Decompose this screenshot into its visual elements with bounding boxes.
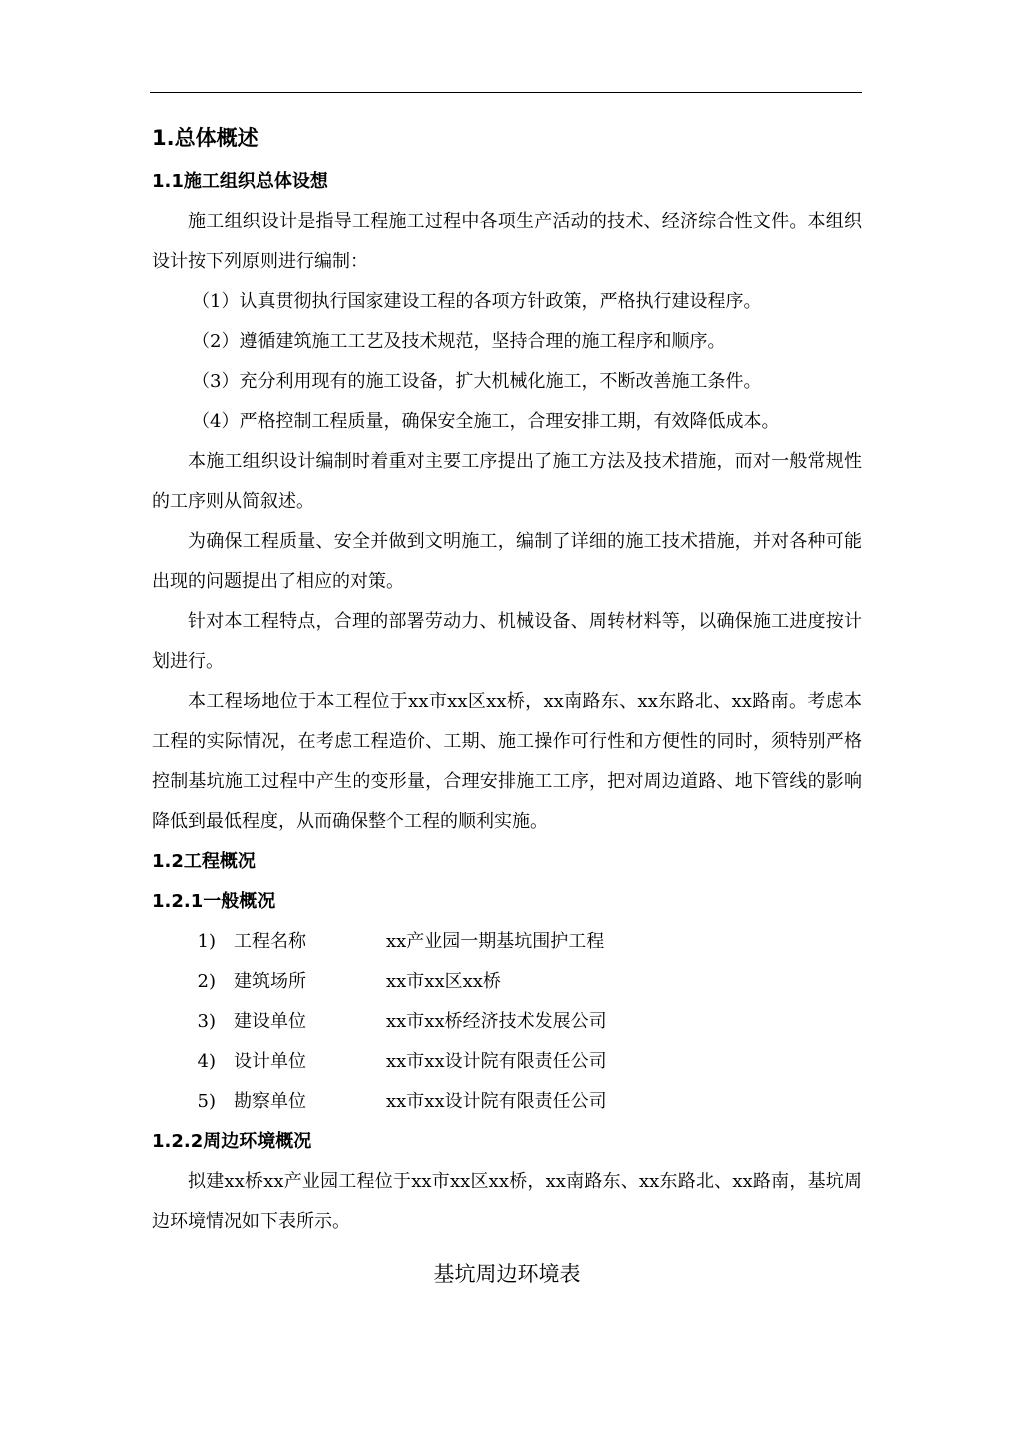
header-rule: [150, 92, 862, 93]
project-info-row: [152, 962, 862, 1002]
document-body: [152, 118, 862, 1294]
item-key: 设计单位: [234, 1051, 306, 1072]
intro-paragraph: 施工组织设计是指导工程施工过程中各项生产活动的技术、经济综合性文件。本组织设计按下列原则进行编制：: [152, 211, 862, 272]
item-number: 4): [197, 1051, 216, 1072]
table-title: 基坑周边环境表: [433, 1262, 581, 1286]
body-paragraph: 针对本工程特点，合理的部署劳动力、机械设备、周转材料等，以确保施工进度按计划进行。: [152, 611, 862, 672]
item-key: 建筑场所: [234, 971, 306, 992]
project-info-row: [152, 1042, 862, 1082]
item-value: xx市xx桥经济技术发展公司: [386, 1011, 607, 1032]
subsection-title-1-1: 1.1施工组织总体设想: [152, 171, 328, 192]
principle-item: （2）遵循建筑施工工艺及技术规范，坚持合理的施工程序和顺序。: [192, 331, 726, 352]
surroundings-paragraph: 拟建xx桥xx产业园工程位于xx市xx区xx桥，xx南路东、xx东路北、xx路南，基坑周边环境情况如下表所示。: [152, 1171, 862, 1232]
item-key: 勘察单位: [234, 1091, 306, 1112]
item-value: xx市xx设计院有限责任公司: [386, 1091, 607, 1112]
body-paragraph: 本施工组织设计编制时着重对主要工序提出了施工方法及技术措施，而对一般常规性的工序则从简叙述。: [152, 451, 862, 512]
subsection-title-1-2: 1.2工程概况: [152, 851, 256, 872]
item-number: 2): [197, 971, 216, 992]
item-number: 5): [197, 1091, 216, 1112]
item-key: 工程名称: [234, 931, 306, 952]
section-title: 1.总体概述: [152, 126, 259, 150]
project-info-row: [152, 922, 862, 962]
subsection-title-1-2-1: 1.2.1一般概况: [152, 891, 276, 912]
item-key: 建设单位: [234, 1011, 306, 1032]
item-value: xx市xx区xx桥: [386, 971, 501, 992]
item-value: xx产业园一期基坑围护工程: [386, 931, 605, 952]
item-number: 3): [197, 1011, 216, 1032]
principle-item: （1）认真贯彻执行国家建设工程的各项方针政策，严格执行建设程序。: [192, 291, 762, 312]
body-paragraph: 为确保工程质量、安全并做到文明施工，编制了详细的施工技术措施，并对各种可能出现的问题提出了相应的对策。: [152, 531, 862, 592]
item-number: 1): [197, 931, 216, 952]
principle-item: （3）充分利用现有的施工设备，扩大机械化施工，不断改善施工条件。: [192, 371, 762, 392]
principle-item: （4）严格控制工程质量，确保安全施工，合理安排工期，有效降低成本。: [192, 411, 780, 432]
project-info-row: [152, 1002, 862, 1042]
subsection-title-1-2-2: 1.2.2周边环境概况: [152, 1131, 312, 1152]
item-value: xx市xx设计院有限责任公司: [386, 1051, 607, 1072]
body-paragraph: 本工程场地位于本工程位于xx市xx区xx桥，xx南路东、xx东路北、xx路南。考虑本工程的实际情况，在考虑工程造价、工期、施工操作可行性和方便性的同时，须特别严格控制基坑施工过程中产生的变形量，合理安排施工工序，把对周边道路、地下管线的影响降低到最低程度，从而确保整个工程的顺利实施。: [152, 691, 862, 832]
project-info-row: [152, 1082, 862, 1122]
